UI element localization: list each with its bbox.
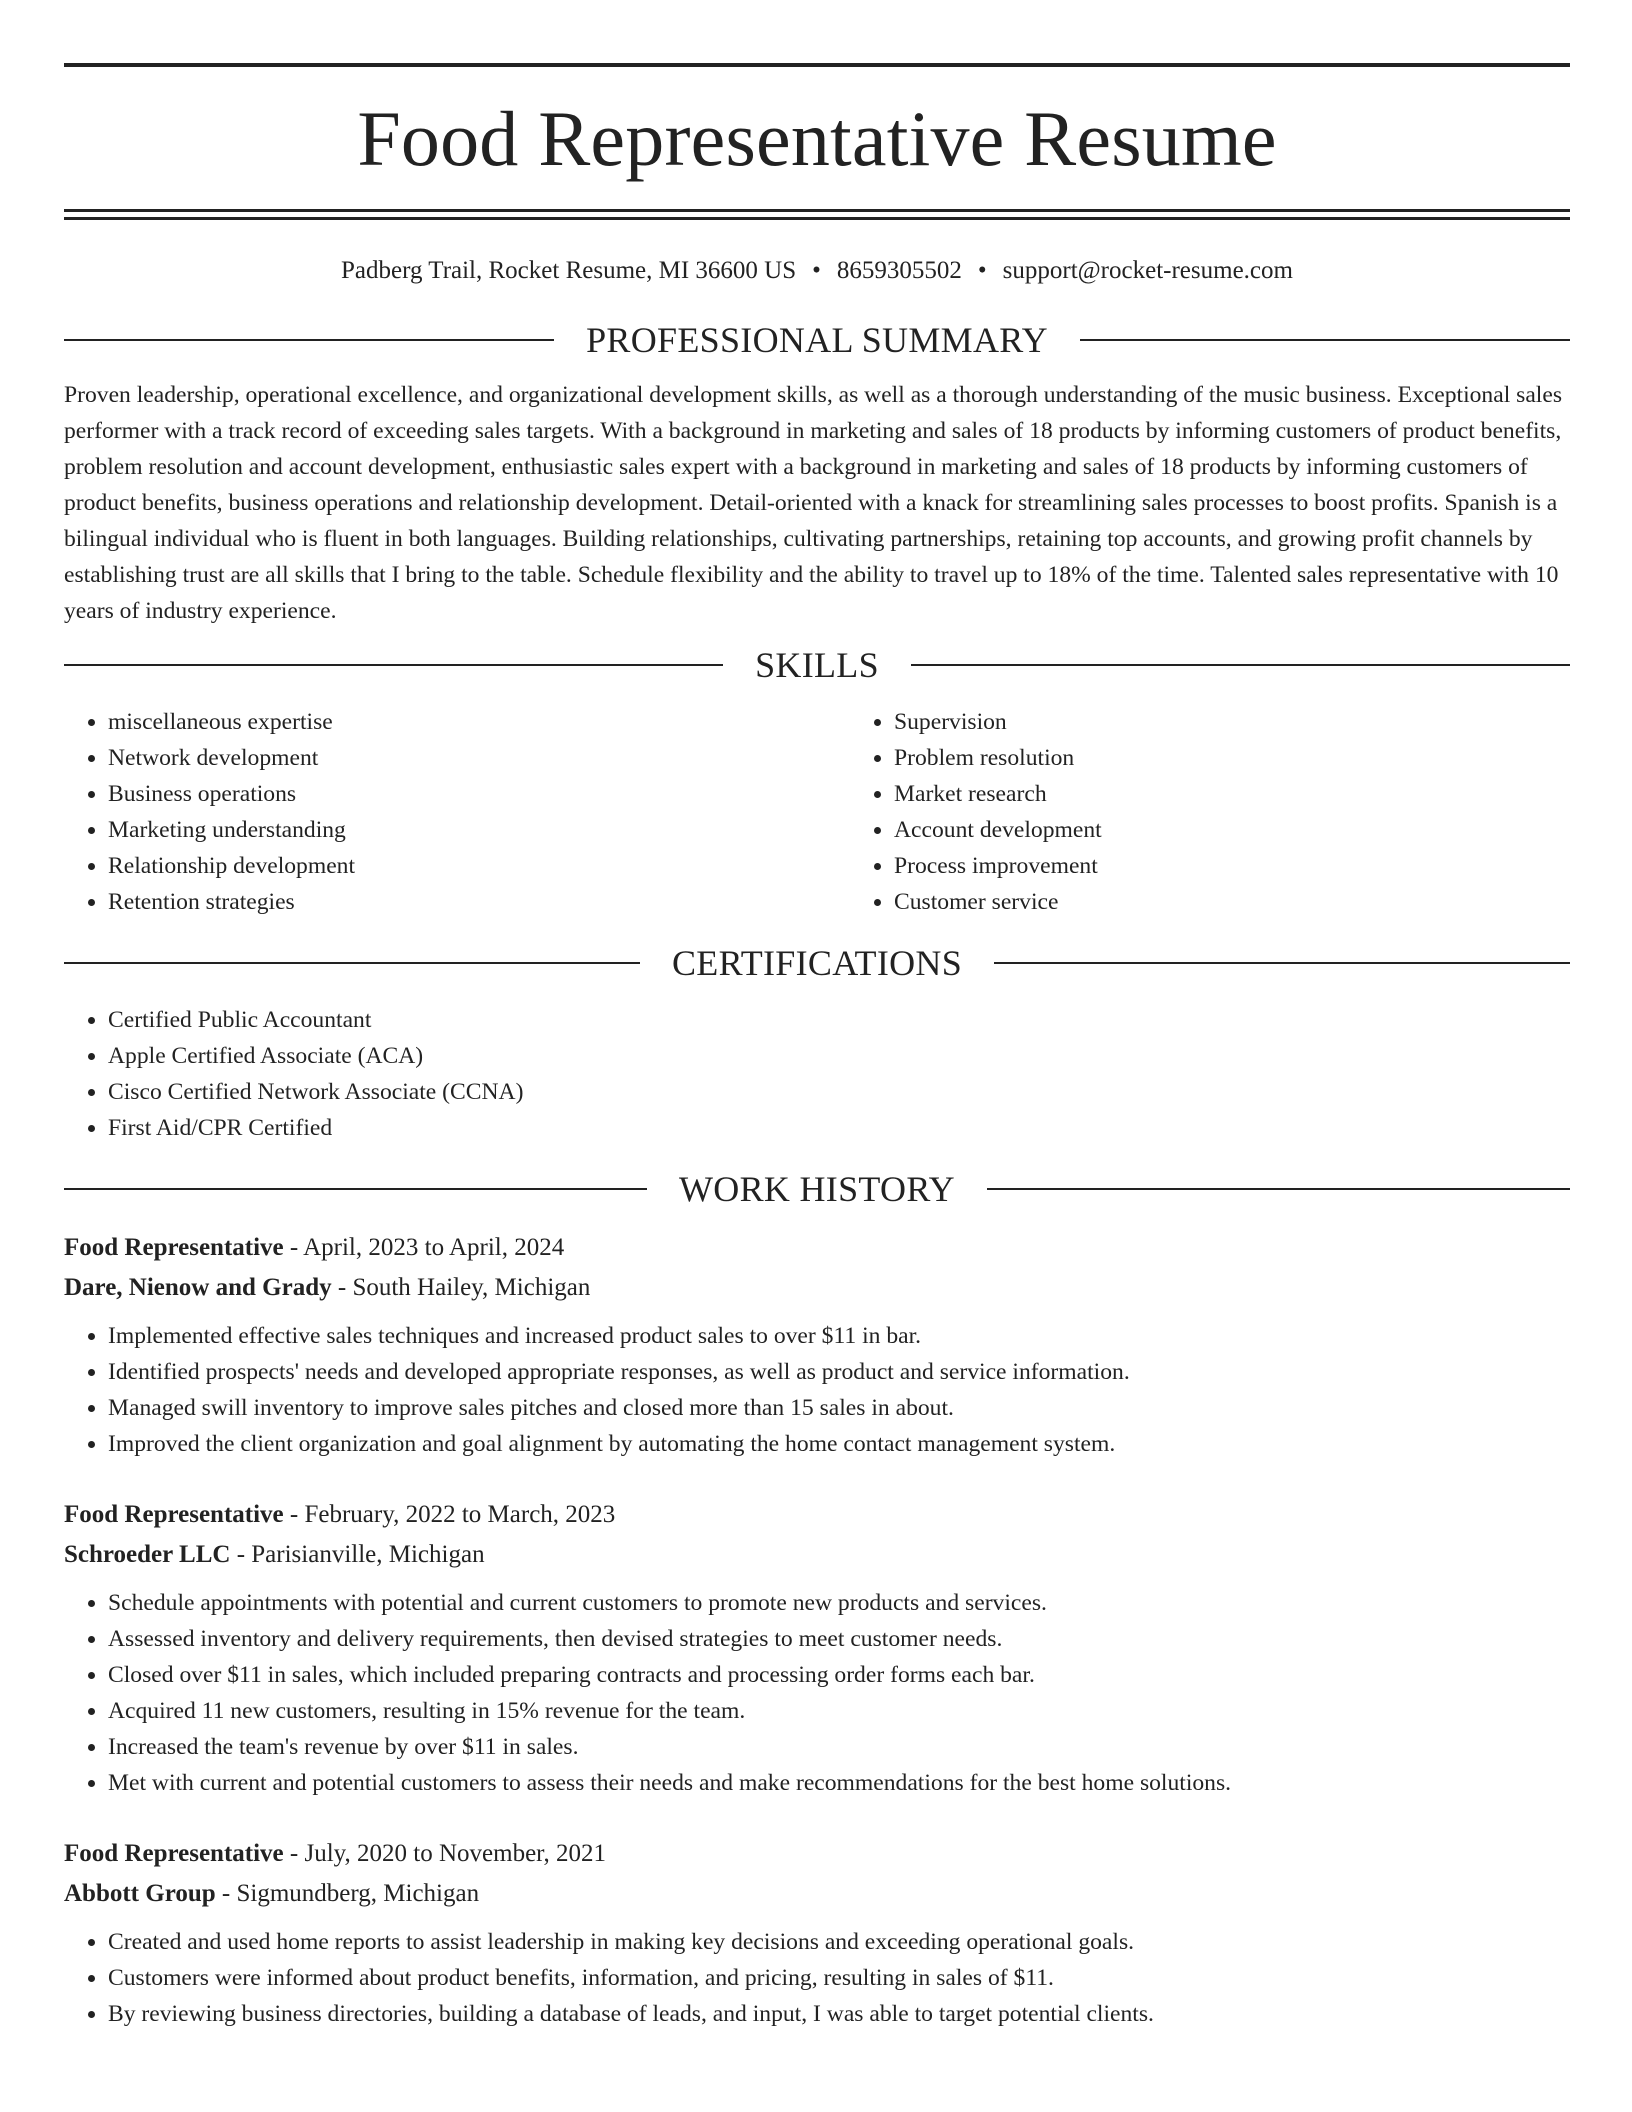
certification-item: • Apple Certified Associate (ACA) xyxy=(108,1038,1570,1074)
job-company: Dare, Nienow and Grady xyxy=(64,1274,332,1301)
skill-item: • Market research xyxy=(894,776,1632,812)
heading-rule-right xyxy=(1080,339,1570,341)
contact-phone: 8659305502 xyxy=(836,257,962,284)
job-company: Abbott Group xyxy=(64,1880,216,1907)
heading-rule-right xyxy=(994,962,1570,964)
contact-email: support@rocket-resume.com xyxy=(1002,257,1293,284)
heading-rule-right xyxy=(911,664,1570,666)
job-company: Schroeder LLC xyxy=(64,1541,231,1568)
job-bullet: • Schedule appointments with potential and current customers to promote new products and services. xyxy=(108,1585,1570,1621)
job-bullet: • Improved the client organization and goal alignment by automating the home contact management system. xyxy=(108,1426,1570,1462)
skills-grid xyxy=(64,704,1570,920)
skills-heading xyxy=(64,643,1570,687)
certifications-heading xyxy=(64,941,1570,985)
heading-rule-right xyxy=(987,1188,1570,1190)
job-bullets xyxy=(64,1585,1570,1801)
job-location: Parisianville, Michigan xyxy=(251,1541,485,1568)
skill-item: • Supervision xyxy=(894,704,1632,740)
heading-rule-left xyxy=(64,1188,647,1190)
skill-item: • Account development xyxy=(894,812,1632,848)
skills-heading-label: SKILLS xyxy=(755,645,879,685)
certification-item: • Certified Public Accountant xyxy=(108,1002,1570,1038)
job-title-line: Food Representative - July, 2020 to November, 2021 xyxy=(64,1840,606,1867)
job-bullet: • Customers were informed about product benefits, information, and pricing, resulting in sales of $11. xyxy=(108,1960,1570,1996)
skills-list-right xyxy=(850,704,1632,920)
heading-rule-left xyxy=(64,339,554,341)
skill-item: • Network development xyxy=(108,740,850,776)
job-dates: February, 2022 to March, 2023 xyxy=(304,1501,616,1528)
job-bullet: • Closed over $11 in sales, which included preparing contracts and processing order forms each bar. xyxy=(108,1657,1570,1693)
skill-item: • Marketing understanding xyxy=(108,812,850,848)
certifications-list xyxy=(64,1002,1570,1146)
job-entry xyxy=(64,1834,1570,2032)
contact-address: Padberg Trail, Rocket Resume, MI 36600 US xyxy=(341,257,797,284)
job-location: South Hailey, Michigan xyxy=(352,1274,591,1301)
title-double-rule xyxy=(64,209,1570,220)
job-bullet: • Identified prospects' needs and developed appropriate responses, as well as product and service information. xyxy=(108,1354,1570,1390)
certification-item: • First Aid/CPR Certified xyxy=(108,1110,1570,1146)
job-dates: July, 2020 to November, 2021 xyxy=(304,1840,606,1867)
job-bullet: • Met with current and potential customers to assess their needs and make recommendations for the best home solutions. xyxy=(108,1765,1570,1801)
skills-list-left xyxy=(64,704,850,920)
job-dates: April, 2023 to April, 2024 xyxy=(303,1234,565,1261)
job-bullet: • Implemented effective sales techniques and increased product sales to over $11 in bar. xyxy=(108,1318,1570,1354)
contact-separator: • xyxy=(977,257,987,284)
resume-page xyxy=(64,63,1570,2065)
job-title-line: Food Representative - April, 2023 to April, 2024 xyxy=(64,1234,565,1261)
skill-item: • Retention strategies xyxy=(108,884,850,920)
certification-item: • Cisco Certified Network Associate (CCNA) xyxy=(108,1074,1570,1110)
heading-rule-left xyxy=(64,962,640,964)
skill-item: • Relationship development xyxy=(108,848,850,884)
skill-item: • Problem resolution xyxy=(894,740,1632,776)
job-bullet: • Increased the team's revenue by over $11 in sales. xyxy=(108,1729,1570,1765)
skill-item: • Process improvement xyxy=(894,848,1632,884)
work-history-heading xyxy=(64,1167,1570,1211)
job-company-line: Schroeder LLC - Parisianville, Michigan xyxy=(64,1541,485,1568)
job-company-line: Dare, Nienow and Grady - South Hailey, Michigan xyxy=(64,1274,591,1301)
summary-text: Proven leadership, operational excellence, and organizational development skills, as well as a thorough understanding of the music business. Exceptional sales performer with a track record of exceeding sales targets. With a background in marketing and sales of 18 products by informing customers of product benefits, problem resolution and account development, enthusiastic sales expert with a background in marketing and sales of 18 products by informing customers of product benefits, business operations and relationship development. Detail-oriented with a knack for streamlining sales processes to boost profits. Spanish is a bilingual individual who is fluent in both languages. Building relationships, cultivating partnerships, retaining top accounts, and growing profit channels by establishing trust are all skills that I bring to the table. Schedule flexibility and the ability to travel up to 18% of the time. Talented sales representative with 10 years of industry experience. xyxy=(64,382,1563,624)
skill-item: • Business operations xyxy=(108,776,850,812)
job-bullet: • Created and used home reports to assist leadership in making key decisions and exceeding operational goals. xyxy=(108,1924,1570,1960)
job-title-line: Food Representative - February, 2022 to March, 2023 xyxy=(64,1501,616,1528)
heading-rule-left xyxy=(64,664,723,666)
work-history-heading-label: WORK HISTORY xyxy=(679,1169,955,1209)
job-bullet: • Managed swill inventory to improve sales pitches and closed more than 15 sales in about. xyxy=(108,1390,1570,1426)
skill-item: • Customer service xyxy=(894,884,1632,920)
job-bullet: • Acquired 11 new customers, resulting in 15% revenue for the team. xyxy=(108,1693,1570,1729)
job-entry xyxy=(64,1495,1570,1801)
job-title: Food Representative xyxy=(64,1234,284,1261)
job-title: Food Representative xyxy=(64,1840,284,1867)
contact-line xyxy=(64,253,1570,289)
job-title: Food Representative xyxy=(64,1501,284,1528)
skill-item: • miscellaneous expertise xyxy=(108,704,850,740)
certifications-heading-label: CERTIFICATIONS xyxy=(671,943,963,983)
job-bullet: • Assessed inventory and delivery requirements, then devised strategies to meet customer needs. xyxy=(108,1621,1570,1657)
contact-separator: • xyxy=(812,257,821,284)
job-bullets xyxy=(64,1924,1570,2032)
job-company-line: Abbott Group - Sigmundberg, Michigan xyxy=(64,1880,480,1907)
job-bullets xyxy=(64,1318,1570,1462)
job-entry xyxy=(64,1228,1570,1462)
resume-title: Food Representative Resume xyxy=(357,95,1277,182)
job-location: Sigmundberg, Michigan xyxy=(236,1880,480,1907)
summary-heading-label: PROFESSIONAL SUMMARY xyxy=(586,320,1048,360)
summary-heading xyxy=(64,318,1570,362)
job-bullet: • By reviewing business directories, building a database of leads, and input, I was able to target potential clients. xyxy=(108,1996,1570,2032)
